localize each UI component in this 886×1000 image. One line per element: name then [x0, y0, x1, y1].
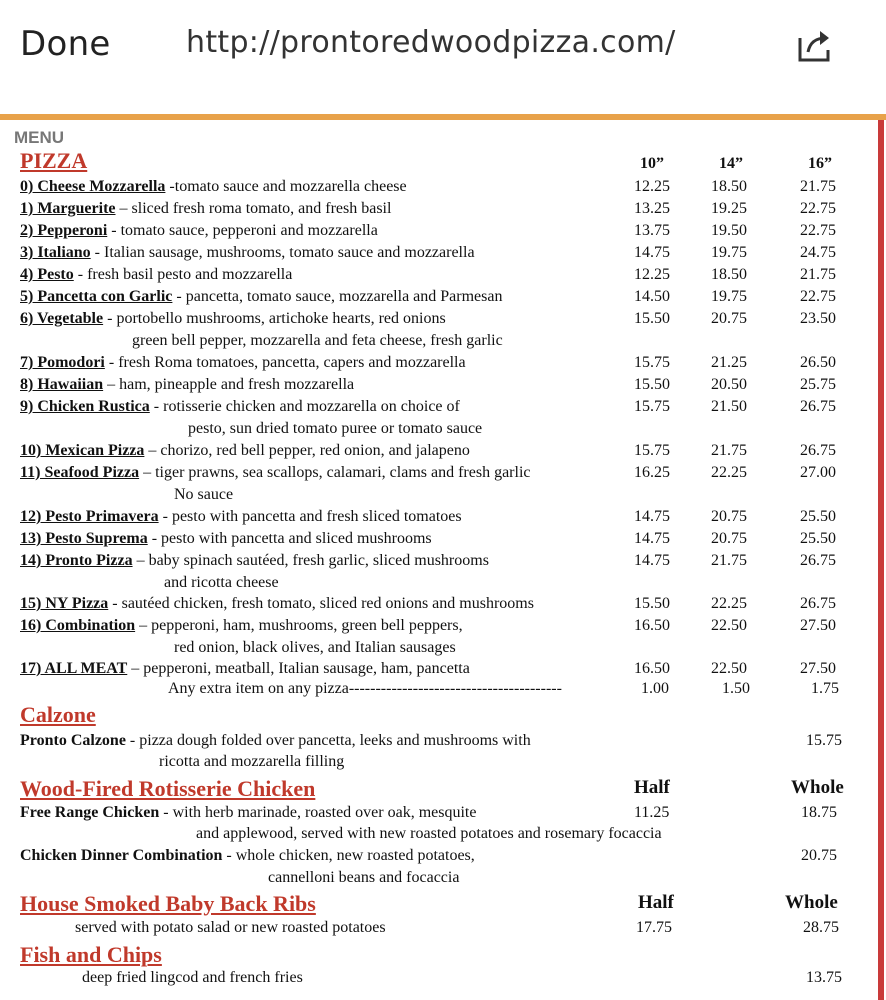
- pizza-item: [20, 508, 462, 526]
- pizza-item-name: 14) Pronto Pizza: [20, 552, 133, 569]
- pizza-item-name: 3) Italiano: [20, 244, 91, 261]
- pizza-price-10: 16.50: [634, 660, 670, 677]
- pizza-price-16: 26.75: [800, 595, 836, 612]
- page-right-border: [878, 120, 884, 1000]
- pizza-item-name: 9) Chicken Rustica: [20, 398, 150, 415]
- fish-price: 13.75: [806, 969, 842, 986]
- pizza-price-10: 14.75: [634, 244, 670, 261]
- pizza-price-14: 18.50: [711, 178, 747, 195]
- ribs-whole-header: Whole: [785, 892, 838, 913]
- pizza-item-desc: – ham, pineapple and fresh mozzarella: [103, 376, 355, 393]
- pizza-item-name: 2) Pepperoni: [20, 222, 108, 239]
- pizza-price-16: 27.50: [800, 617, 836, 634]
- pizza-item-name: 1) Marguerite: [20, 200, 116, 217]
- pizza-item-desc-cont: No sauce: [174, 486, 234, 503]
- calzone-item: [20, 732, 531, 750]
- pizza-price-14: 20.75: [711, 508, 747, 525]
- pizza-item-desc: - rotisserie chicken and mozzarella on choice of: [149, 398, 460, 415]
- pizza-item-desc: – tiger prawns, sea scallops, calamari, clams and fresh garlic: [139, 464, 531, 481]
- pizza-item: [20, 244, 475, 262]
- pizza-item: [20, 178, 407, 196]
- chicken-item-desc: - whole chicken, new roasted potatoes,: [222, 847, 475, 864]
- size-header-10: 10”: [640, 155, 664, 172]
- pizza-item: [20, 222, 378, 240]
- pizza-price-14: 20.75: [711, 310, 747, 327]
- pizza-price-16: 26.75: [800, 552, 836, 569]
- url-display[interactable]: http://prontoredwoodpizza.com/: [186, 25, 676, 60]
- pizza-price-10: 15.50: [634, 595, 670, 612]
- pizza-price-14: 19.75: [711, 244, 747, 261]
- pizza-item: [20, 288, 502, 306]
- pizza-item-desc: - pesto with pancetta and fresh sliced tomatoes: [158, 508, 462, 525]
- pizza-item-desc: - fresh basil pesto and mozzarella: [73, 266, 293, 283]
- pizza-item-desc: – pepperoni, ham, mushrooms, green bell peppers,: [135, 617, 463, 634]
- pizza-price-16: 21.75: [800, 266, 836, 283]
- pizza-price-16: 25.50: [800, 508, 836, 525]
- pizza-item-desc: – baby spinach sautéed, fresh garlic, sliced mushrooms: [132, 552, 489, 569]
- menu-label: MENU: [14, 128, 65, 147]
- pizza-item-name: 12) Pesto Primavera: [20, 508, 159, 525]
- pizza-item-desc: - fresh Roma tomatoes, pancetta, capers and mozzarella: [104, 354, 466, 371]
- extra-price-14: 1.50: [722, 680, 750, 697]
- pizza-section-title: PIZZA: [20, 148, 88, 173]
- pizza-item: [20, 376, 354, 394]
- pizza-item-desc: – chorizo, red bell pepper, red onion, and jalapeno: [144, 442, 470, 459]
- pizza-price-14: 21.75: [711, 552, 747, 569]
- calzone-item-name: Pronto Calzone: [20, 732, 126, 749]
- pizza-item-name: 16) Combination: [20, 617, 136, 634]
- pizza-price-16: 24.75: [800, 244, 836, 261]
- pizza-item: [20, 530, 432, 548]
- pizza-price-10: 14.75: [634, 508, 670, 525]
- pizza-price-16: 27.50: [800, 660, 836, 677]
- pizza-price-14: 19.25: [711, 200, 747, 217]
- calzone-section-title: Calzone: [20, 702, 96, 727]
- pizza-price-16: 22.75: [800, 288, 836, 305]
- extra-item-text: Any extra item on any pizza----------------------------------------: [168, 680, 562, 697]
- pizza-item: [20, 398, 460, 416]
- pizza-item-desc: - pancetta, tomato sauce, mozzarella and Parmesan: [172, 288, 503, 305]
- pizza-price-14: 20.75: [711, 530, 747, 547]
- pizza-item-desc: - pesto with pancetta and sliced mushrooms: [147, 530, 432, 547]
- pizza-price-10: 14.75: [634, 530, 670, 547]
- chicken-item-name: Free Range Chicken: [20, 804, 160, 821]
- chicken-item-dinner-combo: [20, 847, 475, 865]
- pizza-item-name: 11) Seafood Pizza: [20, 464, 140, 481]
- pizza-price-16: 25.75: [800, 376, 836, 393]
- pizza-price-14: 19.75: [711, 288, 747, 305]
- pizza-item-desc: – pepperoni, meatball, Italian sausage, ham, pancetta: [127, 660, 470, 677]
- pizza-price-10: 13.75: [634, 222, 670, 239]
- pizza-item-name: 5) Pancetta con Garlic: [20, 288, 173, 305]
- extra-price-16: 1.75: [811, 680, 839, 697]
- calzone-price: 15.75: [806, 732, 842, 749]
- pizza-price-10: 13.25: [634, 200, 670, 217]
- chicken-item-cont: and applewood, served with new roasted potatoes and rosemary focaccia: [196, 825, 662, 842]
- pizza-price-10: 12.25: [634, 178, 670, 195]
- ribs-whole-price: 28.75: [803, 919, 839, 936]
- pizza-price-10: 15.50: [634, 376, 670, 393]
- pizza-price-10: 16.50: [634, 617, 670, 634]
- pizza-price-14: 19.50: [711, 222, 747, 239]
- pizza-item-name: 13) Pesto Suprema: [20, 530, 148, 547]
- pizza-item-name: 10) Mexican Pizza: [20, 442, 145, 459]
- pizza-price-10: 12.25: [634, 266, 670, 283]
- pizza-price-16: 26.75: [800, 442, 836, 459]
- pizza-price-14: 21.75: [711, 442, 747, 459]
- next-section-title-cutoff: [20, 990, 160, 1000]
- pizza-price-16: 22.75: [800, 222, 836, 239]
- pizza-price-14: 22.50: [711, 660, 747, 677]
- pizza-price-10: 14.75: [634, 552, 670, 569]
- chicken-whole-header: Whole: [791, 777, 844, 798]
- size-header-14: 14”: [719, 155, 743, 172]
- chicken-item-desc: - with herb marinade, roasted over oak, mesquite: [159, 804, 477, 821]
- pizza-price-16: 22.75: [800, 200, 836, 217]
- chicken-half-header: Half: [634, 777, 670, 798]
- pizza-price-16: 27.00: [800, 464, 836, 481]
- pizza-item-desc-cont: red onion, black olives, and Italian sausages: [174, 639, 456, 656]
- ribs-desc: served with potato salad or new roasted potatoes: [75, 919, 386, 936]
- pizza-item: [20, 660, 470, 678]
- pizza-item: [20, 442, 470, 460]
- pizza-item-name: 6) Vegetable: [20, 310, 104, 327]
- pizza-item-name: 17) ALL MEAT: [20, 660, 128, 677]
- pizza-item-desc-cont: pesto, sun dried tomato puree or tomato sauce: [188, 420, 483, 437]
- pizza-price-14: 22.25: [711, 464, 747, 481]
- pizza-price-10: 14.50: [634, 288, 670, 305]
- extra-price-10: 1.00: [641, 680, 669, 697]
- pizza-price-16: 26.75: [800, 398, 836, 415]
- pizza-item-desc: – sliced fresh roma tomato, and fresh basil: [115, 200, 392, 217]
- pizza-item-name: 7) Pomodori: [20, 354, 105, 371]
- pizza-item-desc: - Italian sausage, mushrooms, tomato sauce and mozzarella: [90, 244, 475, 261]
- pizza-price-10: 16.25: [634, 464, 670, 481]
- ribs-section-title: House Smoked Baby Back Ribs: [20, 891, 316, 916]
- pizza-item: [20, 310, 446, 328]
- pizza-price-16: 21.75: [800, 178, 836, 195]
- pizza-price-16: 25.50: [800, 530, 836, 547]
- pizza-price-14: 20.50: [711, 376, 747, 393]
- pizza-item: [20, 354, 466, 372]
- chicken-half-price: 11.25: [634, 804, 670, 821]
- chicken-item-name: Chicken Dinner Combination: [20, 847, 223, 864]
- pizza-item-name: 0) Cheese Mozzarella: [20, 178, 166, 195]
- pizza-item-name: 15) NY Pizza: [20, 595, 109, 612]
- calzone-item-desc: - pizza dough folded over pancetta, leeks and mushrooms with: [125, 732, 531, 749]
- pizza-item-desc: - sautéed chicken, fresh tomato, sliced red onions and mushrooms: [108, 595, 534, 612]
- chicken-whole-price: 20.75: [801, 847, 837, 864]
- pizza-item: [20, 266, 292, 284]
- browser-toolbar: [0, 0, 886, 112]
- size-header-16: 16”: [808, 155, 832, 172]
- pizza-item: [20, 552, 489, 570]
- done-button[interactable]: Done: [20, 24, 111, 64]
- pizza-item-desc-cont: and ricotta cheese: [164, 574, 279, 591]
- menu-page: [0, 120, 886, 1000]
- pizza-item: [20, 595, 534, 613]
- pizza-price-16: 23.50: [800, 310, 836, 327]
- fish-section-title: Fish and Chips: [20, 942, 162, 967]
- share-icon[interactable]: [796, 28, 836, 64]
- pizza-price-10: 15.75: [634, 442, 670, 459]
- pizza-price-10: 15.75: [634, 354, 670, 371]
- pizza-price-14: 21.25: [711, 354, 747, 371]
- chicken-section-title: Wood-Fired Rotisserie Chicken: [20, 776, 316, 801]
- chicken-whole-price: 18.75: [801, 804, 837, 821]
- chicken-item-cont: cannelloni beans and focaccia: [268, 869, 460, 886]
- pizza-item-name: 8) Hawaiian: [20, 376, 104, 393]
- pizza-item-desc-cont: green bell pepper, mozzarella and feta cheese, fresh garlic: [132, 332, 503, 349]
- pizza-price-14: 22.25: [711, 595, 747, 612]
- pizza-item-desc: -tomato sauce and mozzarella cheese: [165, 178, 407, 195]
- fish-desc: deep fried lingcod and french fries: [82, 969, 303, 986]
- pizza-price-10: 15.75: [634, 398, 670, 415]
- pizza-price-14: 18.50: [711, 266, 747, 283]
- pizza-item: [20, 200, 391, 218]
- pizza-item-desc: - tomato sauce, pepperoni and mozzarella: [107, 222, 378, 239]
- ribs-half-header: Half: [638, 892, 674, 913]
- pizza-item-name: 4) Pesto: [20, 266, 74, 283]
- pizza-price-10: 15.50: [634, 310, 670, 327]
- calzone-item-cont: ricotta and mozzarella filling: [159, 753, 345, 770]
- pizza-price-16: 26.50: [800, 354, 836, 371]
- pizza-price-14: 21.50: [711, 398, 747, 415]
- pizza-price-14: 22.50: [711, 617, 747, 634]
- pizza-item-desc: - portobello mushrooms, artichoke hearts, red onions: [103, 310, 446, 327]
- pizza-item: [20, 617, 463, 635]
- ribs-half-price: 17.75: [636, 919, 672, 936]
- chicken-item-free-range: [20, 804, 476, 822]
- pizza-item: [20, 464, 531, 482]
